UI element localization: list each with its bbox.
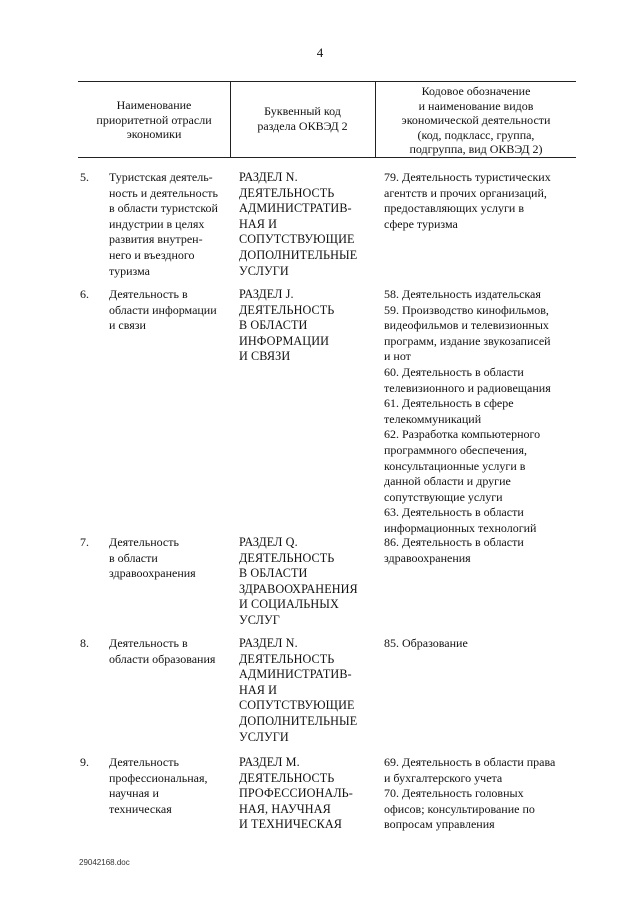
section-code [239, 287, 379, 365]
section-line: УСЛУГ [239, 612, 280, 627]
row-number: 6. [80, 287, 89, 301]
section-code [239, 170, 379, 279]
section-line: НАЯ И [239, 682, 278, 697]
section-line: НАЯ И [239, 216, 278, 231]
activity-line: 63. Деятельность в области [384, 505, 524, 520]
activity-codes [384, 287, 576, 537]
section-line: В ОБЛАСТИ [239, 566, 308, 581]
industry-line: туризма [109, 263, 150, 278]
activity-line: программного обеспечения, [384, 442, 527, 457]
section-line: СОПУТСТВУЮЩИЕ [239, 698, 355, 713]
row-number: 5. [80, 170, 89, 184]
header-divider-1 [230, 81, 231, 157]
activity-line: 58. Деятельность издательская [384, 287, 541, 301]
activity-codes [384, 636, 576, 652]
activity-codes [384, 535, 576, 566]
header-divider-2 [375, 81, 376, 157]
industry-line: Туристская деятель- [109, 170, 213, 184]
section-line: ДОПОЛНИТЕЛЬНЫЕ [239, 713, 358, 728]
industry-line: в области туристской [109, 201, 218, 216]
section-line: УСЛУГИ [239, 263, 289, 278]
header-line: и наименование видов [418, 98, 534, 113]
industry-line: Деятельность [109, 755, 179, 769]
section-line: ИНФОРМАЦИИ [239, 333, 330, 348]
row-number: 8. [80, 636, 89, 650]
header-line: экономической деятельности [401, 113, 551, 127]
section-line: ДЕЯТЕЛЬНОСТЬ [239, 302, 335, 317]
activity-line: программ, издание звукозаписей [384, 333, 551, 348]
industry-line: развития внутрен- [109, 232, 203, 247]
activity-codes [384, 170, 576, 232]
industry-line: и связи [109, 318, 146, 333]
industry-line: техническая [109, 801, 172, 816]
industry-line: научная и [109, 786, 159, 801]
activity-line: 86. Деятельность в области [384, 535, 524, 549]
industry-line: него и въездного [109, 247, 195, 262]
table-top-rule [78, 81, 576, 82]
section-line: И СОЦИАЛЬНЫХ [239, 597, 339, 612]
industry-line: области информации [109, 302, 217, 317]
header-line: Наименование [116, 98, 192, 112]
header-line: экономики [126, 127, 182, 141]
section-line: ДЕЯТЕЛЬНОСТЬ [239, 651, 335, 666]
activity-line: сфере туризма [384, 216, 458, 231]
activity-line: сопутствующие услуги [384, 489, 503, 504]
industry-name [109, 287, 231, 334]
activity-line: данной области и другие [384, 474, 511, 489]
industry-name [109, 170, 231, 279]
header-line: приоритетной отрасли [96, 112, 212, 127]
section-line: И ТЕХНИЧЕСКАЯ [239, 817, 342, 832]
section-code [239, 755, 379, 833]
activity-line: 60. Деятельность в области [384, 364, 524, 379]
header-line: (код, подкласс, группа, [417, 127, 535, 142]
industry-line: Деятельность в [109, 636, 188, 650]
industry-line: профессиональная, [109, 770, 208, 785]
row-number: 9. [80, 755, 89, 769]
row-number: 7. [80, 535, 89, 549]
activity-line: здравоохранения [384, 550, 471, 565]
header-line: подгруппа, вид ОКВЭД 2) [409, 142, 543, 156]
section-line: АДМИНИСТРАТИВ- [239, 201, 352, 216]
header-line: Кодовое обозначение [421, 84, 531, 98]
header-col-industry [80, 98, 228, 142]
activity-codes [384, 755, 576, 833]
section-line: ЗДРАВООХРАНЕНИЯ [239, 581, 358, 596]
section-line: РАЗДЕЛ N. [239, 636, 298, 650]
activity-line: 70. Деятельность головных [384, 786, 524, 801]
table-header-rule [78, 157, 576, 158]
section-line: ДЕЯТЕЛЬНОСТЬ [239, 185, 335, 200]
activity-line: и нот [384, 349, 411, 364]
section-line: РАЗДЕЛ М. [239, 755, 300, 769]
activity-line: информационных технологий [384, 520, 537, 535]
section-line: АДМИНИСТРАТИВ- [239, 667, 352, 682]
header-line: Буквенный код [264, 104, 341, 118]
section-line: И СВЯЗИ [239, 349, 291, 364]
industry-line: индустрии в целях [109, 216, 205, 231]
activity-line: офисов; консультирование по [384, 801, 535, 816]
industry-line: области образования [109, 651, 216, 666]
industry-line: здравоохранения [109, 566, 196, 581]
industry-line: Деятельность в [109, 287, 188, 301]
activity-line: 79. Деятельность туристических [384, 170, 551, 184]
industry-line: в области [109, 550, 158, 565]
activity-line: телевизионного и радиовещания [384, 380, 551, 395]
industry-name [109, 636, 231, 667]
industry-name [109, 755, 231, 817]
section-line: НАЯ, НАУЧНАЯ [239, 801, 331, 816]
activity-line: видеофильмов и телевизионных [384, 318, 549, 333]
industry-line: Деятельность [109, 535, 179, 549]
header-col-activity-codes [377, 84, 575, 157]
header-col-section-code [232, 104, 373, 133]
section-line: ДЕЯТЕЛЬНОСТЬ [239, 770, 335, 785]
activity-line: 69. Деятельность в области права [384, 755, 556, 769]
section-line: ДОПОЛНИТЕЛЬНЫЕ [239, 247, 358, 262]
section-code [239, 535, 379, 629]
page-number: 4 [316, 45, 324, 60]
section-line: РАЗДЕЛ N. [239, 170, 298, 184]
section-line: ПРОФЕССИОНАЛЬ- [239, 786, 353, 801]
section-line: УСЛУГИ [239, 729, 289, 744]
header-line: раздела ОКВЭД 2 [257, 118, 348, 133]
activity-line: 85. Образование [384, 636, 468, 650]
activity-line: телекоммуникаций [384, 411, 482, 426]
activity-line: консультационные услуги в [384, 458, 526, 473]
section-line: В ОБЛАСТИ [239, 318, 308, 333]
activity-line: агентств и прочих организаций, [384, 185, 547, 200]
section-code [239, 636, 379, 745]
section-line: ДЕЯТЕЛЬНОСТЬ [239, 550, 335, 565]
industry-name [109, 535, 231, 582]
activity-line: 59. Производство кинофильмов, [384, 302, 549, 317]
section-line: СОПУТСТВУЮЩИЕ [239, 232, 355, 247]
section-line: РАЗДЕЛ J. [239, 287, 294, 301]
activity-line: вопросам управления [384, 817, 495, 832]
industry-line: ность и деятельность [109, 185, 218, 200]
document-filename: 29042168.doc [79, 858, 130, 867]
activity-line: предоставляющих услуги в [384, 201, 525, 216]
activity-line: 62. Разработка компьютерного [384, 427, 541, 442]
section-line: РАЗДЕЛ Q. [239, 535, 298, 549]
activity-line: и бухгалтерского учета [384, 770, 503, 785]
activity-line: 61. Деятельность в сфере [384, 396, 514, 411]
